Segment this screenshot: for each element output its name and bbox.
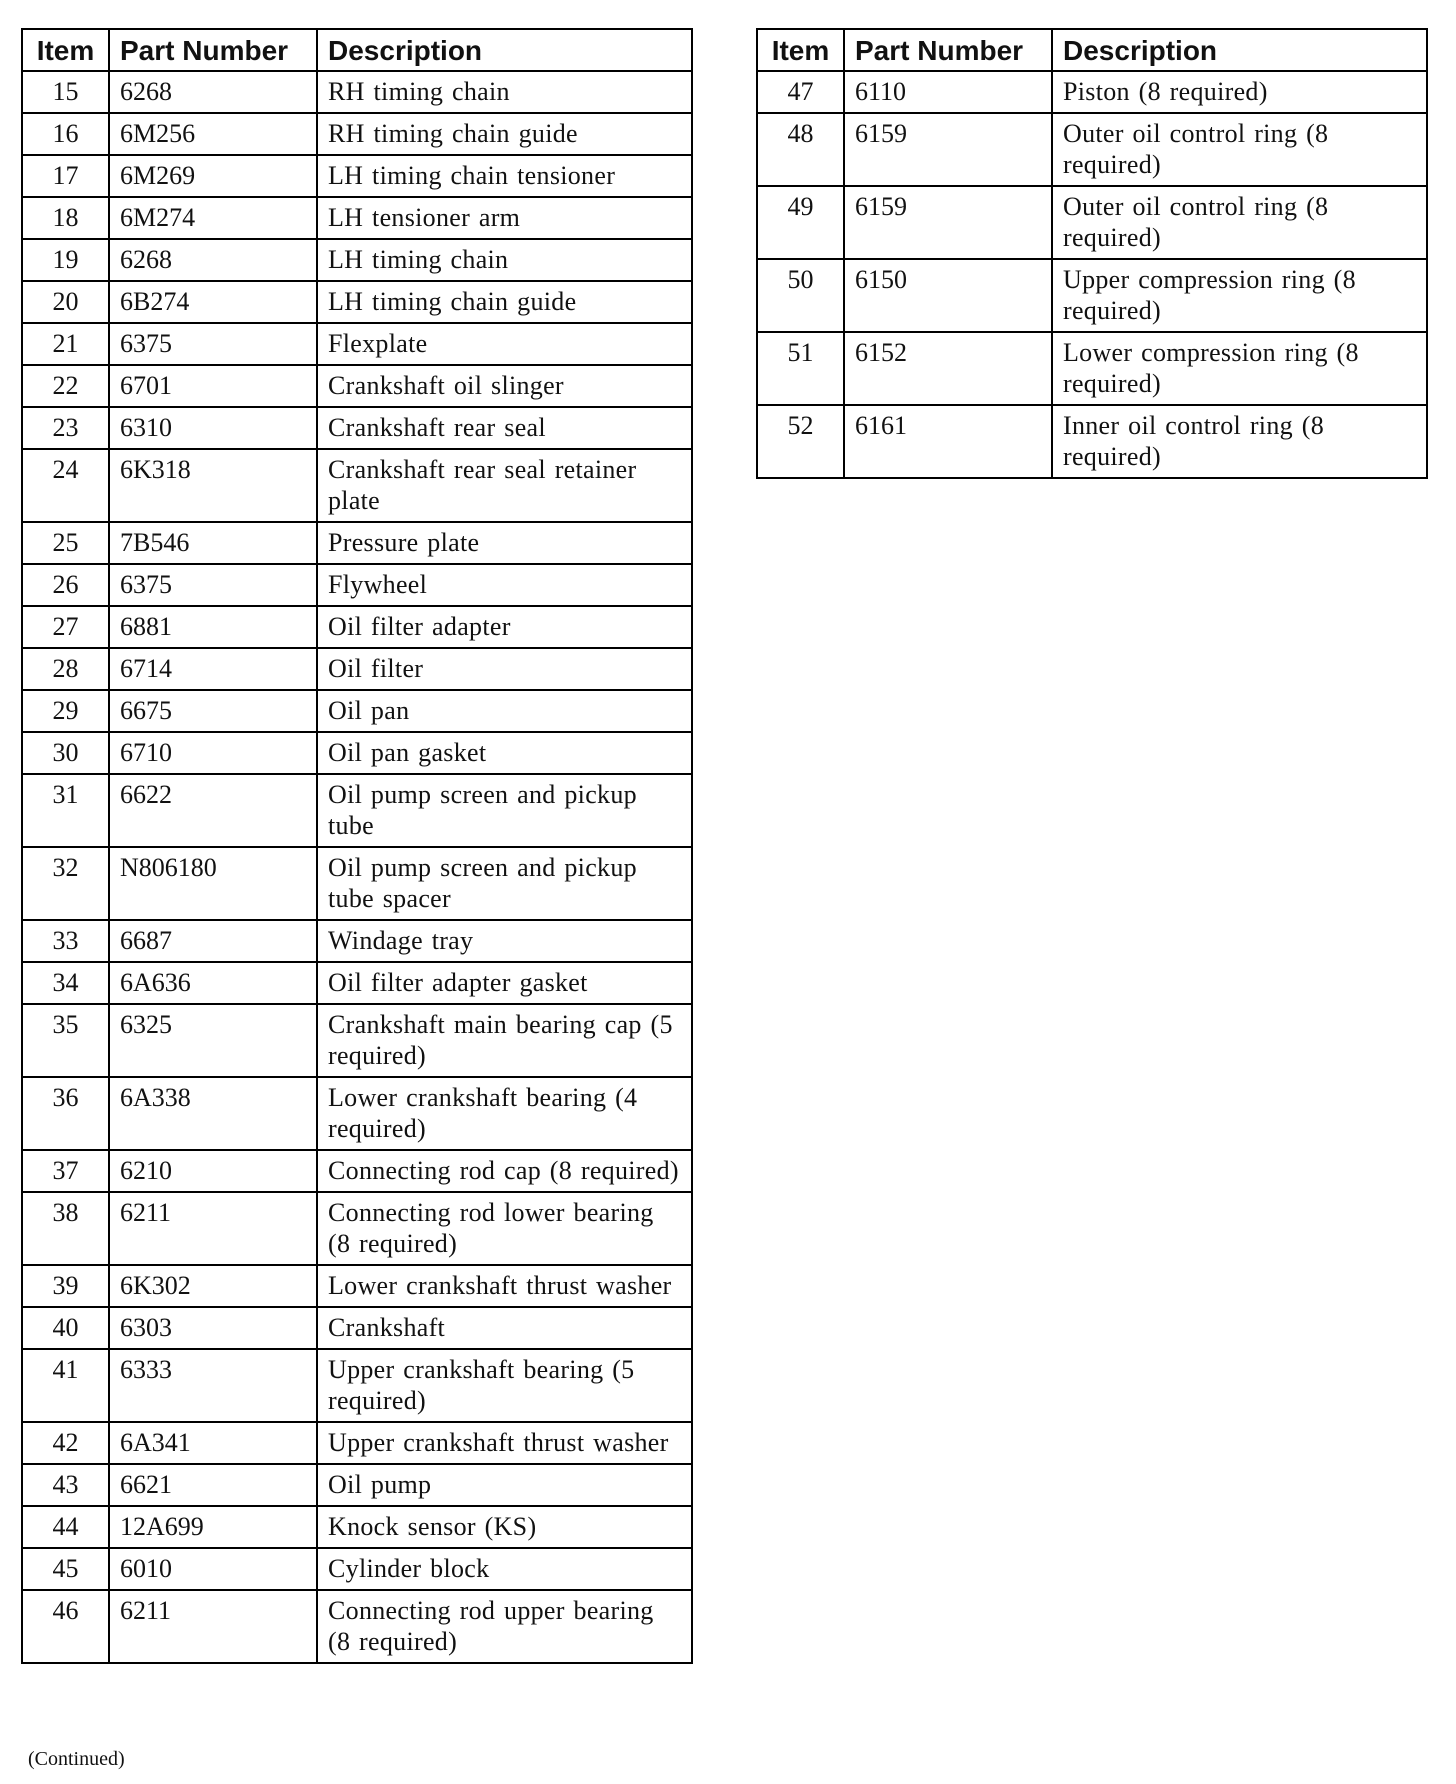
table-row [22,920,692,962]
part-number-cell: 6M256 [109,113,317,155]
item-cell: 21 [22,323,109,365]
description-cell: Knock sensor (KS) [317,1506,692,1548]
part-number-cell: 6K302 [109,1265,317,1307]
description-cell: Windage tray [317,920,692,962]
description-cell: Oil filter [317,648,692,690]
item-cell: 36 [22,1077,109,1150]
description-cell: Crankshaft main bearing cap (5 required) [317,1004,692,1077]
table-row [22,1590,692,1663]
table-row [22,365,692,407]
part-number-cell: 6710 [109,732,317,774]
description-cell: Lower crankshaft thrust washer [317,1265,692,1307]
description-cell: Connecting rod cap (8 required) [317,1150,692,1192]
table-row [22,1349,692,1422]
description-cell: Inner oil control ring (8 required) [1052,405,1427,478]
column-header-part-number: Part Number [844,29,1052,71]
item-cell: 52 [757,405,844,478]
part-number-cell: 6159 [844,186,1052,259]
description-cell: Lower crankshaft bearing (4 required) [317,1077,692,1150]
part-number-cell: 6310 [109,407,317,449]
part-number-cell: 6211 [109,1192,317,1265]
item-cell: 32 [22,847,109,920]
parts-table-right [756,28,1428,479]
table-row [22,71,692,113]
item-cell: 35 [22,1004,109,1077]
part-number-cell: 6333 [109,1349,317,1422]
item-cell: 47 [757,71,844,113]
description-cell: Upper compression ring (8 required) [1052,259,1427,332]
description-cell: Oil pan gasket [317,732,692,774]
item-cell: 42 [22,1422,109,1464]
item-cell: 41 [22,1349,109,1422]
description-cell: Flywheel [317,564,692,606]
item-cell: 48 [757,113,844,186]
part-number-cell: 6110 [844,71,1052,113]
description-cell: Outer oil control ring (8 required) [1052,186,1427,259]
description-cell: LH tensioner arm [317,197,692,239]
table-row [757,113,1427,186]
description-cell: Pressure plate [317,522,692,564]
item-cell: 19 [22,239,109,281]
table-row [757,71,1427,113]
table-header-row [22,29,692,71]
table-row [22,1506,692,1548]
item-cell: 44 [22,1506,109,1548]
item-cell: 38 [22,1192,109,1265]
description-cell: RH timing chain guide [317,113,692,155]
part-number-cell: N806180 [109,847,317,920]
part-number-cell: 6375 [109,323,317,365]
table-row [22,407,692,449]
table-row [22,648,692,690]
item-cell: 17 [22,155,109,197]
part-number-cell: 6159 [844,113,1052,186]
table-row [22,113,692,155]
part-number-cell: 6210 [109,1150,317,1192]
table-row [22,1192,692,1265]
item-cell: 25 [22,522,109,564]
table-row [22,606,692,648]
part-number-cell: 6K318 [109,449,317,522]
part-number-cell: 6325 [109,1004,317,1077]
description-cell: Upper crankshaft bearing (5 required) [317,1349,692,1422]
description-cell: Lower compression ring (8 required) [1052,332,1427,405]
item-cell: 43 [22,1464,109,1506]
item-cell: 40 [22,1307,109,1349]
description-cell: Oil filter adapter [317,606,692,648]
table-row [22,732,692,774]
part-number-cell: 6150 [844,259,1052,332]
description-cell: Cylinder block [317,1548,692,1590]
description-cell: Crankshaft rear seal [317,407,692,449]
table-row [22,1307,692,1349]
table-row [22,155,692,197]
description-cell: Connecting rod lower bearing (8 required) [317,1192,692,1265]
table-row [22,564,692,606]
table-header-row [757,29,1427,71]
item-cell: 49 [757,186,844,259]
part-number-cell: 6881 [109,606,317,648]
table-row [757,186,1427,259]
part-number-cell: 6621 [109,1464,317,1506]
part-number-cell: 12A699 [109,1506,317,1548]
table-row [22,323,692,365]
table-row [22,1548,692,1590]
part-number-cell: 6687 [109,920,317,962]
description-cell: Oil pan [317,690,692,732]
table-row [22,847,692,920]
table-row [22,962,692,1004]
column-header-description: Description [317,29,692,71]
description-cell: LH timing chain [317,239,692,281]
description-cell: Oil filter adapter gasket [317,962,692,1004]
description-cell: Crankshaft rear seal retainer plate [317,449,692,522]
item-cell: 34 [22,962,109,1004]
description-cell: LH timing chain guide [317,281,692,323]
item-cell: 50 [757,259,844,332]
part-number-cell: 6A338 [109,1077,317,1150]
item-cell: 24 [22,449,109,522]
item-cell: 37 [22,1150,109,1192]
description-cell: Crankshaft oil slinger [317,365,692,407]
table-row [22,774,692,847]
table-row [22,1265,692,1307]
part-number-cell: 6B274 [109,281,317,323]
description-cell: Crankshaft [317,1307,692,1349]
part-number-cell: 6714 [109,648,317,690]
part-number-cell: 6622 [109,774,317,847]
item-cell: 23 [22,407,109,449]
item-cell: 31 [22,774,109,847]
part-number-cell: 6M274 [109,197,317,239]
item-cell: 15 [22,71,109,113]
description-cell: Flexplate [317,323,692,365]
table-row [757,405,1427,478]
part-number-cell: 6303 [109,1307,317,1349]
column-header-item: Item [757,29,844,71]
table-row [22,522,692,564]
description-cell: Connecting rod upper bearing (8 required) [317,1590,692,1663]
part-number-cell: 6010 [109,1548,317,1590]
column-header-description: Description [1052,29,1427,71]
table-row [22,239,692,281]
item-cell: 29 [22,690,109,732]
part-number-cell: 6M269 [109,155,317,197]
part-number-cell: 6375 [109,564,317,606]
item-cell: 33 [22,920,109,962]
part-number-cell: 7B546 [109,522,317,564]
table-row [22,1464,692,1506]
table-row [22,197,692,239]
item-cell: 26 [22,564,109,606]
part-number-cell: 6161 [844,405,1052,478]
part-number-cell: 6A636 [109,962,317,1004]
part-number-cell: 6268 [109,71,317,113]
column-header-part-number: Part Number [109,29,317,71]
description-cell: Upper crankshaft thrust washer [317,1422,692,1464]
item-cell: 28 [22,648,109,690]
table-row [22,1077,692,1150]
item-cell: 51 [757,332,844,405]
item-cell: 27 [22,606,109,648]
table-row [22,690,692,732]
column-header-item: Item [22,29,109,71]
item-cell: 39 [22,1265,109,1307]
table-row [22,1150,692,1192]
part-number-cell: 6A341 [109,1422,317,1464]
continued-note: (Continued) [28,1748,125,1770]
description-cell: LH timing chain tensioner [317,155,692,197]
item-cell: 46 [22,1590,109,1663]
part-number-cell: 6268 [109,239,317,281]
table-row [22,1004,692,1077]
description-cell: Outer oil control ring (8 required) [1052,113,1427,186]
item-cell: 20 [22,281,109,323]
parts-table-left [21,28,693,1664]
table-row [22,449,692,522]
item-cell: 45 [22,1548,109,1590]
table-row [22,281,692,323]
part-number-cell: 6701 [109,365,317,407]
table-row [757,259,1427,332]
description-cell: Oil pump screen and pickup tube [317,774,692,847]
part-number-cell: 6152 [844,332,1052,405]
item-cell: 30 [22,732,109,774]
part-number-cell: 6675 [109,690,317,732]
item-cell: 22 [22,365,109,407]
description-cell: Oil pump [317,1464,692,1506]
description-cell: RH timing chain [317,71,692,113]
table-row [757,332,1427,405]
table-row [22,1422,692,1464]
item-cell: 16 [22,113,109,155]
description-cell: Piston (8 required) [1052,71,1427,113]
description-cell: Oil pump screen and pickup tube spacer [317,847,692,920]
part-number-cell: 6211 [109,1590,317,1663]
item-cell: 18 [22,197,109,239]
